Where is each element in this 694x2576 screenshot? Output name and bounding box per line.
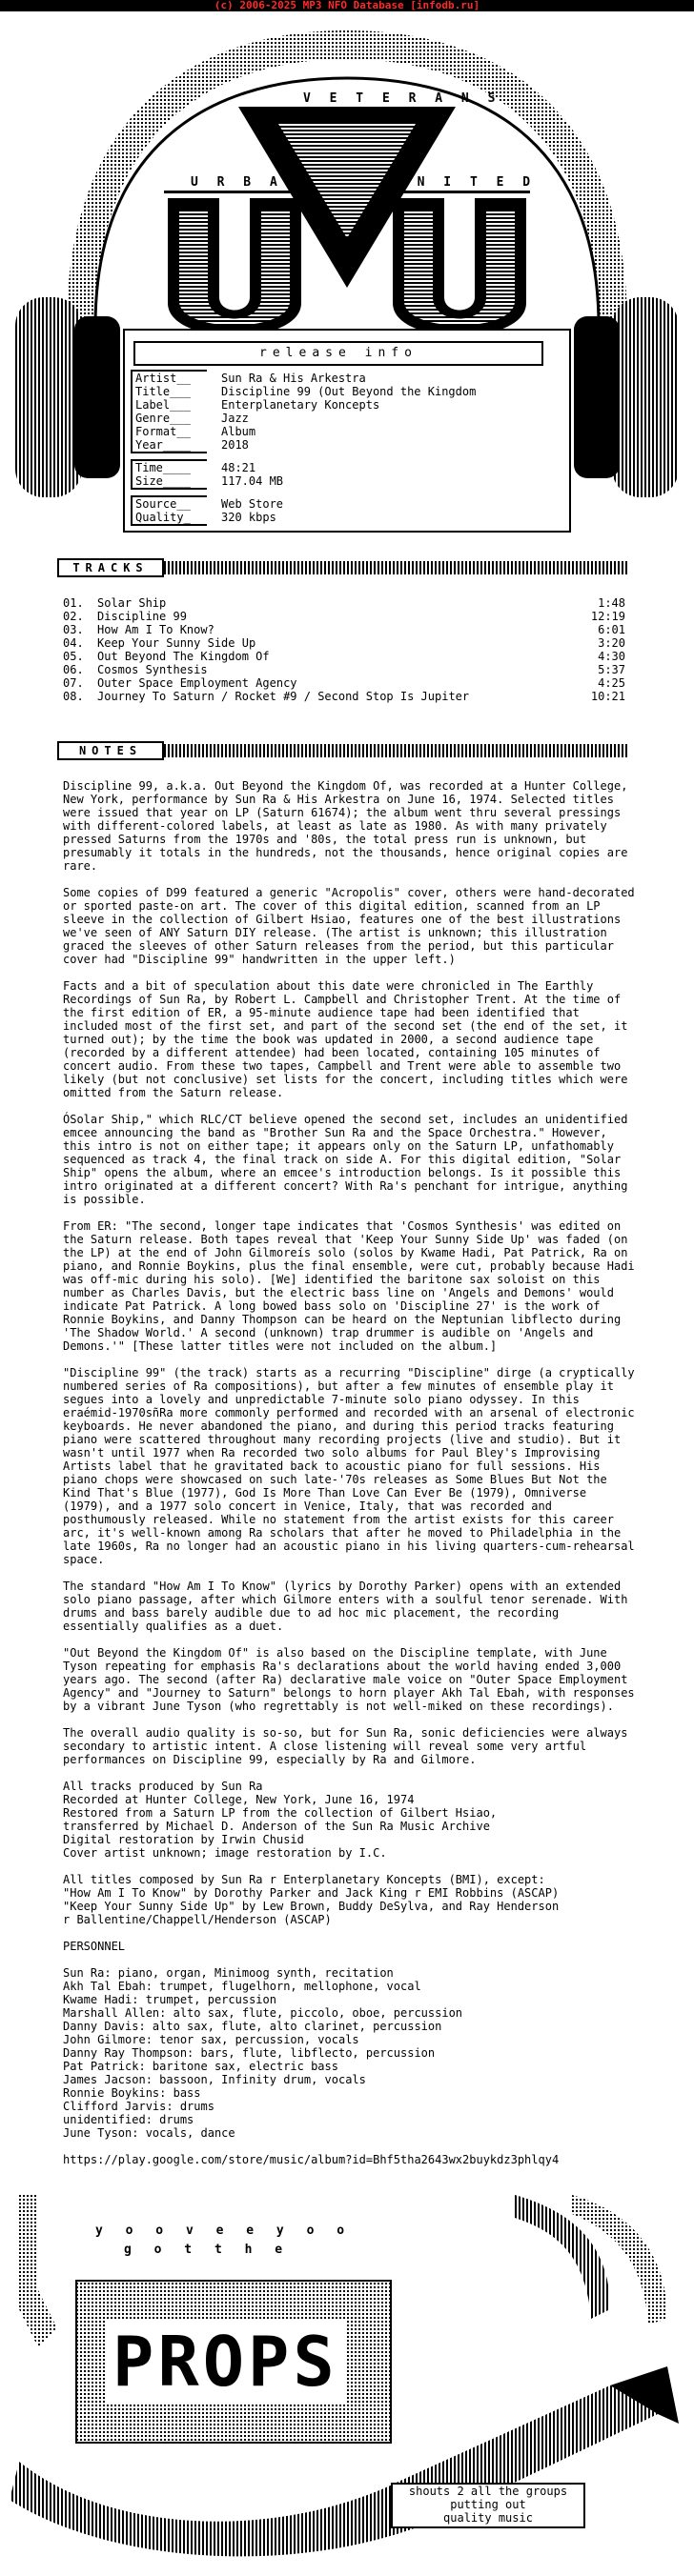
- size-value: 117.04 MB: [221, 474, 284, 488]
- props-logo-text: PROPS: [105, 2319, 346, 2405]
- title-key: Title___: [135, 385, 191, 398]
- track-title: Outer Space Employment Agency: [97, 676, 297, 690]
- year-key: Year____: [135, 438, 191, 452]
- logo-urban-text: U R B A N: [191, 175, 310, 190]
- logo-veterans-text: V E T E R A N S: [303, 91, 501, 106]
- personnel-list: [63, 1966, 635, 2140]
- track-number: 06.: [63, 663, 84, 676]
- personnel-line: Ronnie Boykins: bass: [63, 2086, 201, 2100]
- personnel-line: Clifford Jarvis: drums: [63, 2100, 214, 2113]
- source-value: Web Store: [221, 497, 284, 511]
- notes-paragraph: The standard "How Am I To Know" (lyrics by Dorothy Parker) opens with an extended solo piano passage, after which Gilmore enters with a soulful tenor serenade. With drums and bass barely audible due to ad hoc mic placement, the recording essentially qualifies as a duet.: [63, 1580, 628, 1633]
- composition-line: "Keep Your Sunny Side Up" by Lew Brown, Buddy DeSylva, and Ray Henderson: [63, 1900, 560, 1913]
- tracks-bar-stripe: [164, 561, 629, 574]
- track-row: [63, 690, 625, 703]
- track-row: [63, 650, 625, 663]
- track-duration: 6:01: [598, 623, 625, 636]
- personnel-line: June Tyson: vocals, dance: [63, 2126, 235, 2140]
- footer-ascii-art: [0, 2176, 694, 2576]
- notes-body: [63, 779, 635, 2166]
- track-row: [63, 610, 625, 623]
- track-duration: 5:37: [598, 663, 625, 676]
- notes-paragraphs: [63, 779, 635, 1766]
- notes-section-bar: [57, 741, 629, 760]
- composition-credits: [63, 1873, 635, 1926]
- quality-key: Quality_: [135, 511, 191, 524]
- personnel-line: Danny Davis: alto sax, flute, alto clarinet, percussion: [63, 2020, 442, 2033]
- track-title: Solar Ship: [97, 596, 167, 610]
- tracks-section-bar: [57, 558, 629, 577]
- track-title: Keep Your Sunny Side Up: [97, 636, 256, 650]
- time-key: Time____: [135, 461, 191, 474]
- notes-paragraph: Facts and a bit of speculation about this date were chronicled in The Earthly Recordings of Sun Ra, by Robert L. Campbell and Christopher Trent. At the time of the first edition of ER, a 95-minute audience tape had been identified that included most of the first set, and part of the second set (the end of the set, it turned out); by the time the book was updated in 2000, a second audience tape (recorded by a different attendee) had been located, containing 105 minutes of concert audio. From these two tapes, Campbell and Trent were able to assemble two likely (but not conclusive) set lists for the concert, including titles which were omitted from the Saturn release.: [63, 979, 628, 1099]
- track-duration: 10:21: [590, 690, 625, 703]
- footer-line-1: y o o v e e y o o: [95, 2224, 353, 2238]
- personnel-line: unidentified: drums: [63, 2113, 194, 2126]
- notes-paragraph: From ER: "The second, longer tape indicates that 'Cosmos Synthesis' was edited on the Saturn release. Both tapes reveal that 'Keep Your Sunny Side Up' was faded (on the LP) at the end of John Gilmoreís solo (solos by Kwame Hadi, Pat Patrick, Ra on piano, and Ronnie Boykins, plus the final ensemble, were cut, probably because Hadi was off-mic during his solo). [We] identified the baritone sax soloist on this number as Charles Davis, but the electric bass line on 'Angels and Demons' would indicate Pat Patrick. A long bowed bass solo on 'Discipline 27' is the work of Ronnie Boykins, and Danny Thompson can be heard on the Neptunian libflecto during 'The Shadow World.' A second (unknown) trap drummer is audible on 'Angels and Demons.'" [These latter titles were not included on the album.]: [63, 1219, 635, 1353]
- logo-united-text: U N I T E D: [391, 175, 537, 190]
- time-value: 48:21: [221, 461, 256, 474]
- track-duration: 3:20: [598, 636, 625, 650]
- notes-paragraph: "Out Beyond the Kingdom Of" is also based on the Discipline template, with June Tyson repeating for emphasis Ra's declarations about the world having ended 3,000 years ago. The second (after Ra) declarative male voice on "Outer Space Employment Agency" and "Journey to Saturn" belongs to horn player Akh Tal Ebah, with responses by a vibrant June Tyson (who regrettably is not well-miked on these recordings).: [63, 1646, 635, 1713]
- time-size-block: [135, 461, 284, 488]
- header-ascii-art: [0, 11, 694, 545]
- notes-paragraph: The overall audio quality is so-so, but for Sun Ra, sonic deficiencies were always secondary to artistic intent. A close listening will reveal some very artful performances on Discipline 99, especially by Ra and Gilmore.: [63, 1726, 628, 1766]
- personnel-line: Danny Ray Thompson: bars, flute, libflecto, percussion: [63, 2046, 436, 2060]
- track-title: Journey To Saturn / Rocket #9 / Second Stop Is Jupiter: [97, 690, 470, 703]
- personnel-line: Kwame Hadi: trumpet, percussion: [63, 1993, 276, 2006]
- personnel-line: Marshall Allen: alto sax, flute, piccolo, oboe, percussion: [63, 2006, 463, 2020]
- credit-line: Recorded at Hunter College, New York, June 16, 1974: [63, 1793, 415, 1806]
- notes-heading: NOTES: [57, 741, 164, 760]
- notes-paragraph: Discipline 99, a.k.a. Out Beyond the Kingdom Of, was recorded at a Hunter College, New York, performance by Sun Ra & His Arkestra on June 16, 1974. Selected titles were issued that year on LP (Saturn 61674); the album went thru several pressings with different-colored labels, at least as late as 1980. As with many privately pressed Saturns from the 1970s and '80s, the total press run is unknown, but presumably it totals in the hundreds, not the thousands, hence original copies are rare.: [63, 779, 628, 873]
- genre-value: Jazz: [221, 412, 249, 425]
- track-list: [63, 596, 625, 703]
- shout-line-3: quality music: [443, 2511, 533, 2525]
- size-key: Size____: [135, 474, 191, 488]
- track-duration: 1:48: [598, 596, 625, 610]
- year-value: 2018: [221, 438, 249, 452]
- track-title: Cosmos Synthesis: [97, 663, 208, 676]
- track-duration: 4:30: [598, 650, 625, 663]
- track-duration: 4:25: [598, 676, 625, 690]
- notes-paragraph: ÓSolar Ship," which RLC/CT believe opened the second set, includes an unidentified emcee announcing the band as "Brother Sun Ra and the Space Orchestra." However, this intro is not on either tape; it appears only on the Saturn LP, unfathomably sequenced as track 4, the final track on side A. For this digital edition, "Solar Ship" opens the album, where an emcee's introduction belongs. Is it possible this intro originated at a different concert? With Ra's penchant for intrigue, anything is possible.: [63, 1113, 628, 1206]
- track-row: [63, 623, 625, 636]
- track-number: 08.: [63, 690, 84, 703]
- track-number: 02.: [63, 610, 84, 623]
- format-key: Format__: [135, 425, 191, 438]
- track-title: How Am I To Know?: [97, 623, 214, 636]
- store-url-link[interactable]: https://play.google.com/store/music/album?id=Bhf5tha2643wx2buykdz3phlqy4: [63, 2153, 560, 2166]
- personnel-line: Pat Patrick: baritone sax, electric bass: [63, 2060, 338, 2073]
- notes-paragraph: "Discipline 99" (the track) starts as a recurring "Discipline" dirge (a cryptically numbered series of Ra compositions), but after a few minutes of ensemble play it segues into a lovely and unpredictable 7-minute solo piano odyssey. In this eraémid-1970sñRa more commonly performed and recorded with an arsenal of electronic keyboards. He never abandoned the piano, and during this period tracks featuring piano were scattered throughout many recording projects (live and studio). But it wasn't until 1977 when Ra recorded two solo albums for Paul Bley's Improvising Artists label that he gravitated back to acoustic piano for full sessions. His piano chops were showcased on such late-'70s releases as Some Blues But Not the Kind That's Blue (1977), God Is More Than Love Can Ever Be (1979), Omniverse (1979), and a 1977 solo concert in Venice, Italy, that was recorded and posthumously released. While no statement from the artist exists for this career arc, it's well-known among Ra scholars that after he moved to Philadelphia in the late 1960s, Ra no longer had an acoustic piano in his living quarters-cum-rehearsal space.: [63, 1366, 635, 1566]
- composition-line: All titles composed by Sun Ra r Enterplanetary Koncepts (BMI), except:: [63, 1873, 545, 1886]
- track-row: [63, 636, 625, 650]
- release-info-title: [133, 341, 543, 366]
- composition-line: "How Am I To Know" by Dorothy Parker and Jack King r EMI Robbins (ASCAP): [63, 1886, 560, 1900]
- track-title: Out Beyond The Kingdom Of: [97, 650, 270, 663]
- track-row: [63, 676, 625, 690]
- track-row: [63, 596, 625, 610]
- track-number: 05.: [63, 650, 84, 663]
- credit-line: Cover artist unknown; image restoration by I.C.: [63, 1846, 387, 1860]
- copyright-text: (c) 2006-2025 MP3 NFO Database [infodb.ru]: [214, 0, 480, 11]
- shout-line-1: shouts 2 all the groups: [408, 2485, 568, 2498]
- credit-line: Digital restoration by Irwin Chusid: [63, 1833, 304, 1846]
- shouts-box: [391, 2483, 585, 2528]
- source-quality-block: [135, 497, 284, 524]
- label-key: Label___: [135, 398, 191, 412]
- notes-bar-stripe: [164, 744, 629, 757]
- quality-value: 320 kbps: [221, 511, 276, 524]
- credit-line: transferred by Michael D. Anderson of the Sun Ra Music Archive: [63, 1820, 490, 1833]
- track-row: [63, 663, 625, 676]
- composition-line: r Ballentine/Chappell/Henderson (ASCAP): [63, 1913, 332, 1926]
- tracks-heading: TRACKS: [57, 558, 164, 577]
- personnel-line: James Jacson: bassoon, Infinity drum, vocals: [63, 2073, 366, 2086]
- credit-line: All tracks produced by Sun Ra: [63, 1780, 263, 1793]
- source-key: Source__: [135, 497, 191, 511]
- copyright-bar: [0, 0, 694, 11]
- track-number: 01.: [63, 596, 84, 610]
- track-number: 03.: [63, 623, 84, 636]
- artist-value: Sun Ra & His Arkestra: [221, 372, 366, 385]
- shout-line-2: putting out: [450, 2498, 526, 2511]
- production-credits: [63, 1780, 635, 1860]
- notes-paragraph: Some copies of D99 featured a generic "Acropolis" cover, others were hand-decorated or sported paste-on art. The cover of this digital edition, scanned from an LP sleeve in the collection of Gilbert Hsiao, features one of the best illustrations we've seen of ANY Saturn DIY release. (The artist is unknown; this illustration graced the sleeves of other Saturn releases from the period, but this particular cover had "Discipline 99" handwritten in the upper left.): [63, 886, 635, 966]
- release-info-title-text: release info: [259, 346, 418, 360]
- release-info-block: [135, 372, 477, 452]
- footer-line-2: g o t t h e: [124, 2243, 291, 2257]
- genre-key: Genre___: [135, 412, 191, 425]
- label-value: Enterplanetary Koncepts: [221, 398, 380, 412]
- personnel-line: Sun Ra: piano, organ, Minimoog synth, recitation: [63, 1966, 394, 1980]
- track-number: 04.: [63, 636, 84, 650]
- personnel-line: John Gilmore: tenor sax, percussion, vocals: [63, 2033, 359, 2046]
- credit-line: Restored from a Saturn LP from the collection of Gilbert Hsiao,: [63, 1806, 498, 1820]
- track-title: Discipline 99: [97, 610, 187, 623]
- title-value: Discipline 99 (Out Beyond the Kingdom: [221, 385, 477, 398]
- track-duration: 12:19: [590, 610, 625, 623]
- personnel-line: Akh Tal Ebah: trumpet, flugelhorn, mellophone, vocal: [63, 1980, 421, 1993]
- format-value: Album: [221, 425, 256, 438]
- track-number: 07.: [63, 676, 84, 690]
- artist-key: Artist__: [135, 372, 191, 385]
- personnel-heading: PERSONNEL: [63, 1940, 126, 1953]
